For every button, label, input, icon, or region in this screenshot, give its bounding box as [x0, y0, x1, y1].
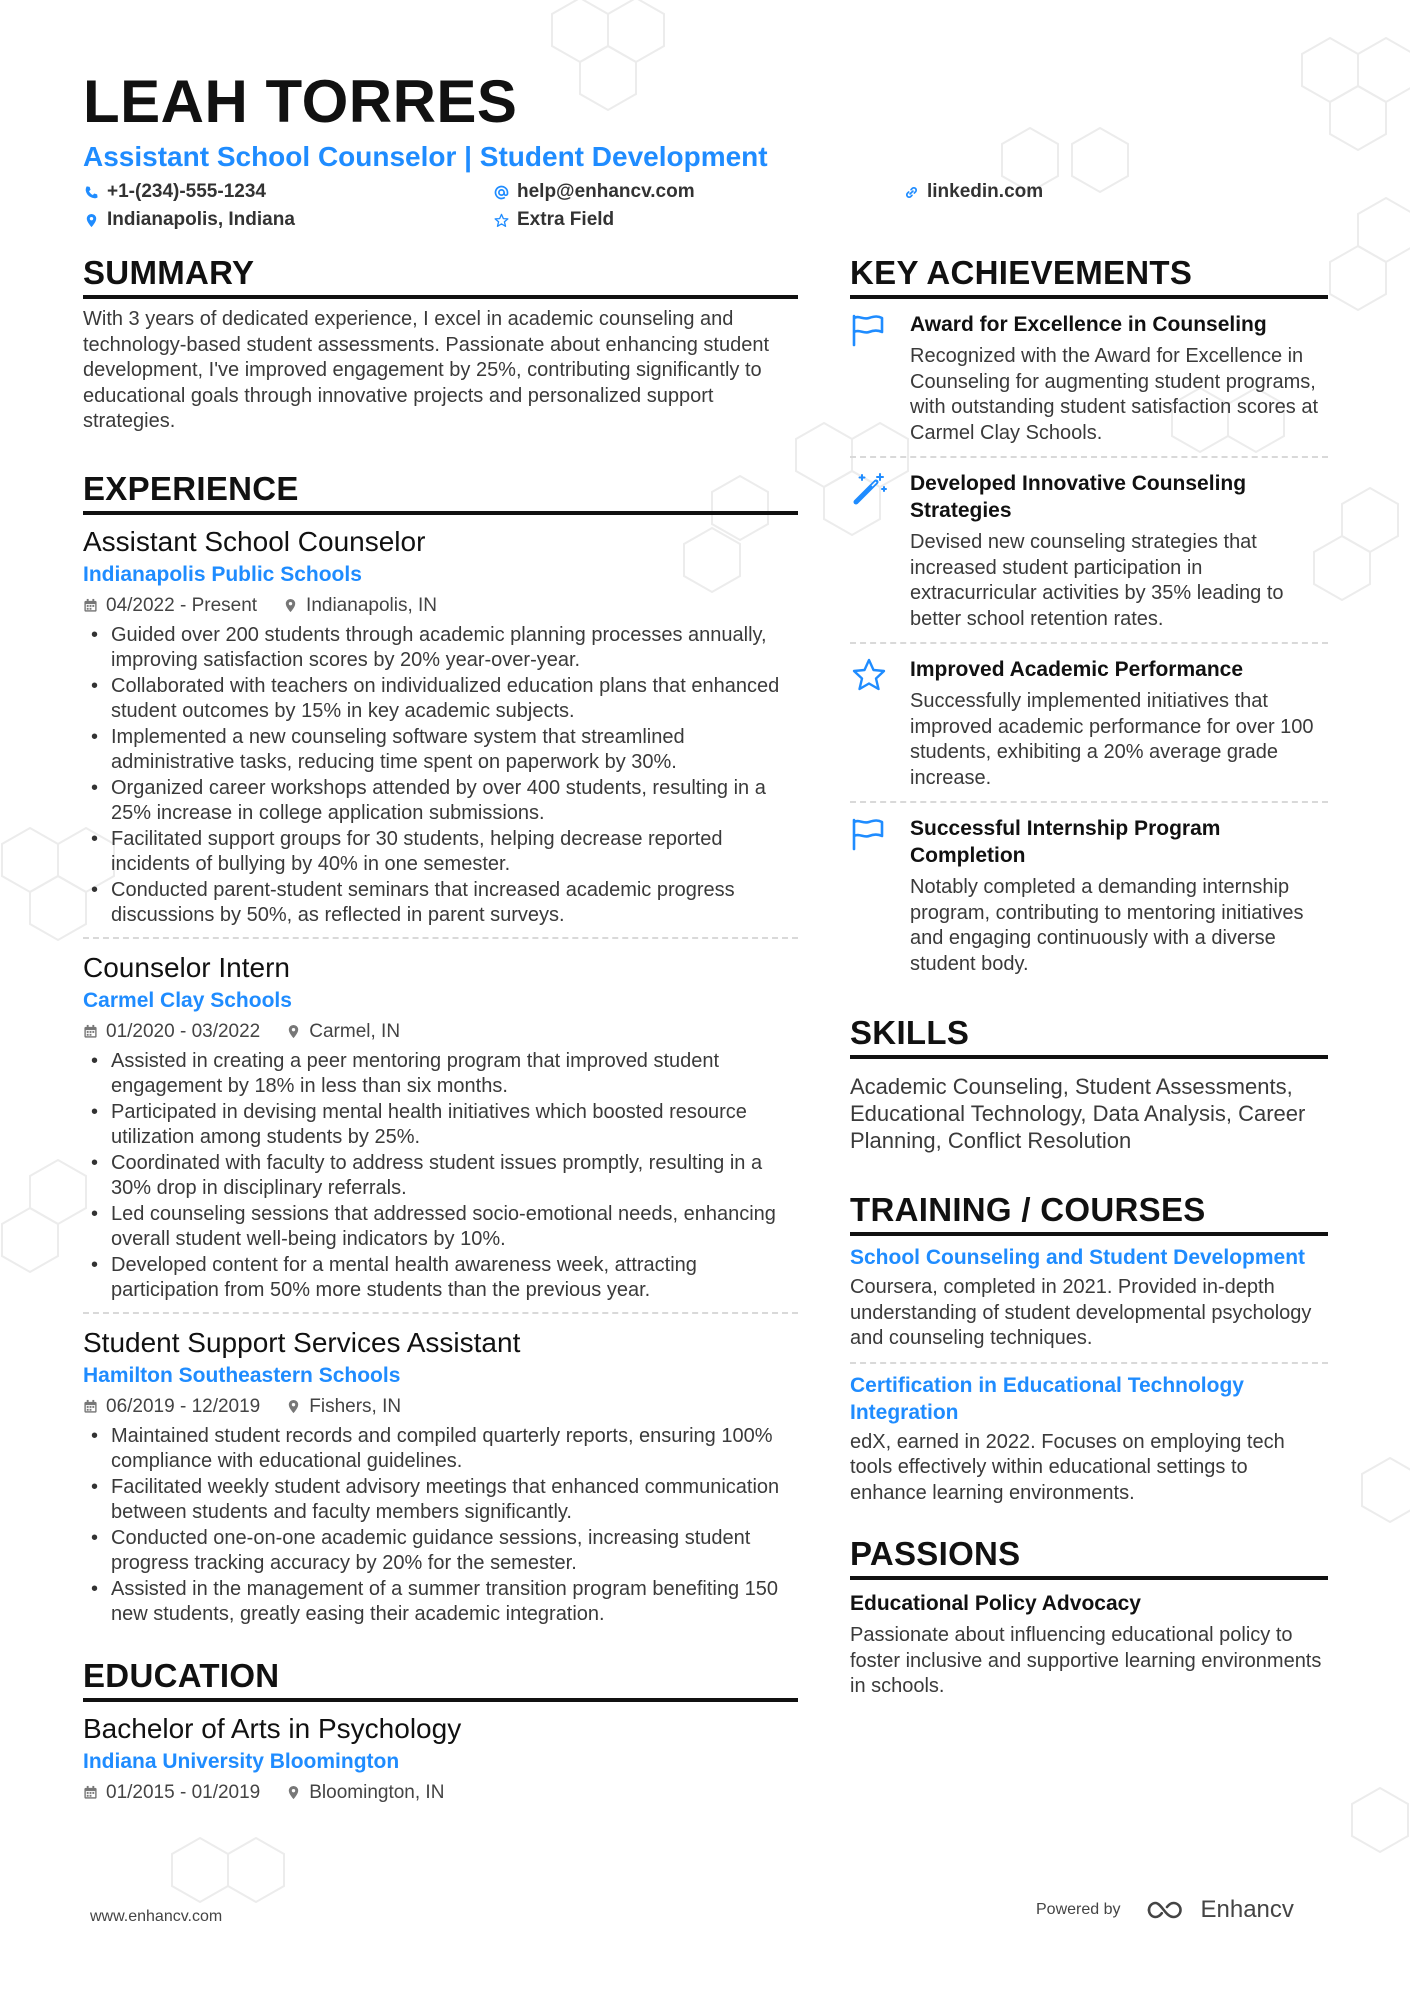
flag-icon [850, 817, 888, 851]
achievement-item [850, 803, 1328, 987]
extra-field-text: Extra Field [517, 209, 615, 230]
resume-page [83, 68, 1328, 1803]
achievement-body [910, 815, 1328, 977]
degree-title: Bachelor of Arts in Psychology [83, 1712, 462, 1744]
passions-section [850, 1534, 1328, 1700]
job-bullet: • Organized career workshops attended by over 400 students, resulting in a 25% increase in college application submissions. [83, 776, 798, 827]
job-bullet: • Participated in devising mental health initiatives which boosted resource utilization among students by 25%. [83, 1100, 798, 1151]
headline: Assistant School Counselor | Student Development [83, 141, 768, 172]
job-bullet: • Developed content for a mental health awareness week, attracting participation from 50% more students than the previous year. [83, 1253, 798, 1304]
enhancv-logo[interactable] [1143, 1896, 1294, 1924]
job-meta [83, 1394, 798, 1420]
at-icon [493, 184, 509, 200]
achievement-icon [850, 311, 910, 446]
job-bullet: • Led counseling sessions that addressed socio-emotional needs, enhancing overall student well-being indicators by 10%. [83, 1202, 798, 1253]
summary-section [83, 253, 798, 435]
passion-title: Educational Policy Advocacy [850, 1592, 1141, 1615]
right-column [850, 253, 1328, 1700]
achievement-item [850, 644, 1328, 803]
achievement-icon [850, 470, 910, 632]
powered-by-text: Powered by [1036, 1901, 1121, 1918]
achievements-heading: KEY ACHIEVEMENTS [850, 253, 1328, 299]
job-location [286, 1021, 400, 1043]
achievement-icon [850, 815, 910, 977]
location-pin-icon [286, 1785, 301, 1800]
job-dates-text: 01/2020 - 03/2022 [106, 1020, 261, 1042]
job-bullet: • Assisted in the management of a summer transition program benefiting 150 new students, greatly easing their academic integration. [83, 1577, 798, 1628]
extra-field-contact [493, 208, 903, 232]
education-meta [83, 1780, 798, 1806]
achievement-body [910, 656, 1328, 791]
job-bullet: • Facilitated support groups for 30 students, helping decrease reported incidents of bullying by 40% in one semester. [83, 827, 798, 878]
achievement-description: Notably completed a demanding internship program, contributing to mentoring initiatives and engaging continuously with a diverse student body. [910, 876, 1304, 975]
job-dates [83, 1396, 260, 1418]
brand-name: Enhancv [1200, 1896, 1294, 1923]
experience-entry [83, 525, 798, 939]
link-icon [903, 184, 919, 200]
education-location [286, 1782, 444, 1804]
summary-heading: SUMMARY [83, 253, 798, 299]
flag-icon [850, 313, 888, 347]
job-title: Counselor Intern [83, 951, 291, 983]
education-location-text: Bloomington, IN [309, 1781, 445, 1803]
job-location-text: Fishers, IN [309, 1395, 402, 1417]
job-bullets [83, 623, 798, 929]
skills-heading: SKILLS [850, 1013, 1328, 1059]
school-name: Indiana University Bloomington [83, 1749, 400, 1773]
job-bullet: • Collaborated with teachers on individualized education plans that enhanced student outcomes by 15% in key academic subjects. [83, 674, 798, 725]
location-text: Indianapolis, Indiana [107, 209, 295, 230]
job-title: Student Support Services Assistant [83, 1326, 521, 1358]
location-pin-icon [286, 1399, 301, 1414]
infinity-logo-icon [1143, 1898, 1193, 1922]
education-dates-text: 01/2015 - 01/2019 [106, 1781, 261, 1803]
job-location-text: Carmel, IN [309, 1020, 401, 1042]
company-name: Indianapolis Public Schools [83, 562, 362, 586]
experience-entry [83, 951, 798, 1314]
email-text: help@enhancv.com [517, 181, 695, 202]
job-meta [83, 1019, 798, 1045]
job-bullet: • Guided over 200 students through academic planning processes annually, improving satisfaction scores by 20% year-over-year. [83, 623, 798, 674]
education-heading: EDUCATION [83, 1656, 798, 1702]
job-dates [83, 1021, 260, 1043]
course-description: edX, earned in 2022. Focuses on employing tech tools effectively within educational settings to enhance learning environments. [850, 1430, 1285, 1504]
achievement-title: Developed Innovative Counseling Strategies [910, 472, 1247, 522]
education-dates [83, 1782, 260, 1804]
experience-list [83, 525, 798, 1636]
job-dates [83, 595, 257, 617]
location-pin-icon [286, 1024, 301, 1039]
training-list [850, 1236, 1328, 1516]
achievement-title: Improved Academic Performance [910, 658, 1244, 681]
training-section [850, 1190, 1328, 1516]
location-pin-icon [83, 212, 99, 228]
magic-wand-icon [850, 472, 888, 506]
course-description: Coursera, completed in 2021. Provided in-depth understanding of student developmental psychology and counseling techniques. [850, 1276, 1312, 1349]
achievement-description: Devised new counseling strategies that increased student participation in extracurricular activities by 35% leading to better school retention rates. [910, 531, 1284, 630]
job-bullet: • Maintained student records and compiled quarterly reports, ensuring 100% compliance with educational guidelines. [83, 1424, 798, 1475]
linkedin-contact[interactable] [903, 180, 1203, 204]
email-contact[interactable] [493, 180, 903, 204]
calendar-icon [83, 1785, 98, 1800]
phone-icon [83, 184, 99, 200]
summary-text: With 3 years of dedicated experience, I excel in academic counseling and technology-based student assessments. Passionate about enhancing student development, I've improved engagement by 25%, contributing significantly to educational goals through innovative projects and personalized support strategies. [83, 308, 770, 432]
achievements-list [850, 299, 1328, 987]
skills-section [850, 1013, 1328, 1154]
achievement-title: Successful Internship Program Completion [910, 817, 1221, 867]
calendar-icon [83, 1024, 98, 1039]
candidate-name: LEAH TORRES [83, 68, 518, 135]
phone-text: +1-(234)-555-1234 [107, 181, 266, 202]
location-pin-icon [283, 598, 298, 613]
job-dates-text: 04/2022 - Present [106, 594, 258, 616]
job-bullets [83, 1424, 798, 1628]
achievement-body [910, 311, 1328, 446]
calendar-icon [83, 598, 98, 613]
company-name: Carmel Clay Schools [83, 988, 292, 1012]
passion-description: Passionate about influencing educational policy to foster inclusive and supportive learning environments in schools. [850, 1624, 1322, 1697]
left-column [83, 253, 798, 1806]
achievement-description: Recognized with the Award for Excellence in Counseling for augmenting student programs, with outstanding student satisfaction scores at Carmel Clay Schools. [910, 345, 1319, 444]
experience-heading: EXPERIENCE [83, 469, 798, 515]
contact-info [83, 180, 1328, 232]
job-title: Assistant School Counselor [83, 525, 426, 557]
achievement-title: Award for Excellence in Counseling [910, 313, 1267, 336]
education-section [83, 1656, 798, 1806]
course-title[interactable]: Certification in Educational Technology Integration [850, 1373, 1244, 1424]
star-icon [850, 658, 888, 692]
location-contact [83, 208, 493, 232]
passions-heading: PASSIONS [850, 1534, 1328, 1580]
achievement-body [910, 470, 1328, 632]
job-bullet: • Facilitated weekly student advisory meetings that enhanced communication between students and faculty members significantly. [83, 1475, 798, 1526]
achievement-item [850, 299, 1328, 458]
course-item [850, 1364, 1328, 1517]
star-icon [493, 212, 509, 228]
job-bullet: • Conducted parent-student seminars that increased academic progress discussions by 50%, as reflected in parent surveys. [83, 878, 798, 929]
experience-section [83, 469, 798, 1636]
achievement-item [850, 458, 1328, 644]
job-location [283, 595, 437, 617]
footer-branding [1036, 1896, 1294, 1924]
course-title[interactable]: School Counseling and Student Development [850, 1246, 1306, 1269]
experience-entry [83, 1326, 798, 1636]
achievement-icon [850, 656, 910, 791]
job-bullet: • Coordinated with faculty to address student issues promptly, resulting in a 30% drop in disciplinary referrals. [83, 1151, 798, 1202]
footer-website[interactable]: www.enhancv.com [90, 1908, 223, 1925]
job-bullet: • Implemented a new counseling software system that streamlined administrative tasks, reducing time spent on paperwork by 30%. [83, 725, 798, 776]
job-location [286, 1396, 401, 1418]
job-bullet: • Assisted in creating a peer mentoring program that improved student engagement by 18% in less than six months. [83, 1049, 798, 1100]
phone-contact[interactable] [83, 180, 493, 204]
calendar-icon [83, 1399, 98, 1414]
course-item [850, 1236, 1328, 1364]
job-meta [83, 593, 798, 619]
company-name: Hamilton Southeastern Schools [83, 1363, 401, 1387]
training-heading: TRAINING / COURSES [850, 1190, 1328, 1236]
job-dates-text: 06/2019 - 12/2019 [106, 1395, 261, 1417]
linkedin-text: linkedin.com [927, 181, 1044, 202]
achievements-section [850, 253, 1328, 987]
skills-text: Academic Counseling, Student Assessments, Educational Technology, Data Analysis, Career Planning, Conflict Resolution [850, 1074, 1306, 1153]
job-location-text: Indianapolis, IN [306, 594, 438, 616]
achievement-description: Successfully implemented initiatives that improved academic performance for over 100 students, exhibiting a 20% average grade increase. [910, 690, 1314, 789]
job-bullets [83, 1049, 798, 1304]
job-bullet: • Conducted one-on-one academic guidance sessions, increasing student progress tracking accuracy by 20% for the semester. [83, 1526, 798, 1577]
